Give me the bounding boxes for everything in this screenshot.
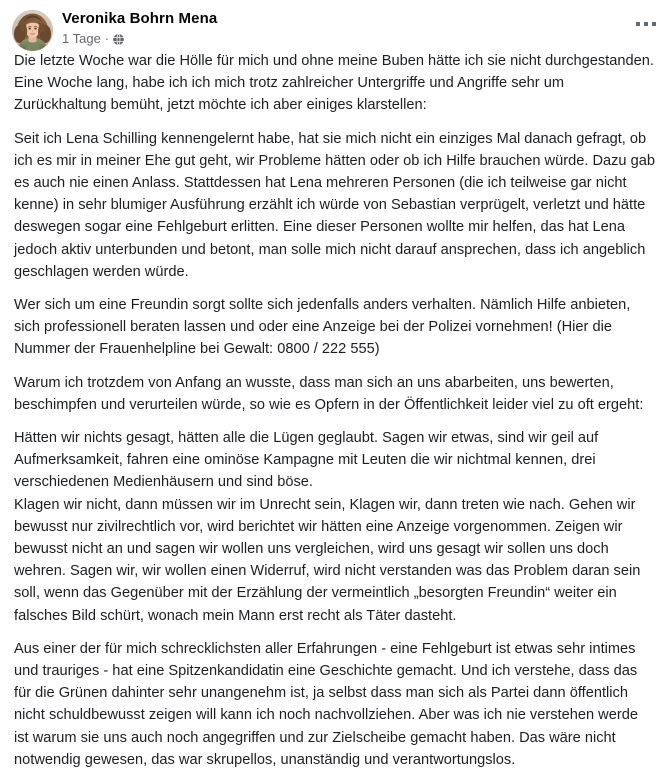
post-paragraph: Aus einer der für mich schrecklichsten aller Erfahrungen - eine Fehlgeburt ist etwas sehr intimes und trauriges - hat eine Spitzenkandidatin eine Geschichte gemacht. Und ich verstehe, dass das für die Grünen dahinter sehr unangenehm ist, ja selbst dass man sich als Partei dann öffentlich nicht schuldbewusst zeigen will kann ich noch nachvollziehen. Aber was ich nie verstehen werde ist warum sie uns auch noch angegriffen und zur Zielscheibe gemacht haben. Das wäre nicht notwendig gewesen, das war skrupellos, unanständig und verantwortungslos. bbox=[14, 640, 643, 768]
post-header bbox=[0, 0, 670, 50]
post-paragraph: Wer sich um eine Freundin sorgt sollte sich jedenfalls anders verhalten. Nämlich Hilfe anbieten, sich professionell beraten lassen und oder eine Anzeige bei der Polizei vornehmen! (Hier die Nummer der Frauenhelpline bei Gewalt: 0800 / 222 555) bbox=[14, 297, 635, 358]
post-paragraph: Hätten wir nichts gesagt, hätten alle die Lügen geglaubt. Sagen wir etwas, sind wir geil auf Aufmerksamkeit, fahren eine ominöse Kampagne mit Leuten die wir nichtmal kennen, drei verschiedenen Medienhäusern und sind böse. bbox=[14, 430, 602, 491]
author-name[interactable]: Veronika Bohrn Mena bbox=[62, 10, 218, 27]
post-header-text bbox=[62, 9, 217, 47]
post-paragraph: Die letzte Woche war die Hölle für mich und ohne meine Buben hätte ich sie nicht durchgestanden. Eine Woche lang, habe ich ich mich trotz zahlreicher Untergriffe und Angriffe sehr um Zurückhaltung bemüht, jetzt möchte ich aber einiges klarstellen: bbox=[14, 53, 659, 114]
post-paragraph: Seit ich Lena Schilling kennengelernt habe, hat sie mich nicht ein einziges Mal danach gefragt, ob ich es mir in meiner Ehe gut geht, wir Probleme hätten oder ob ich Hilfe brauchen würde. Dazu gab es auch nie einen Anlass. Stattdessen hat Lena mehreren Personen (die ich teilweise gar nicht kenne) in sehr blumiger Ausführung erzählt ich würde von Sebastian verprügelt, verletzt und hätte deswegen sogar eine Fehlgeburt erlitten. Eine dieser Personen wollte mir helfen, das hat Lena jedoch aktiv unterbunden und betont, man solle mich nicht darauf ansprechen, dass ich angeblich geschlagen werden würde. bbox=[14, 130, 660, 280]
post-meta bbox=[62, 30, 217, 47]
three-dots-icon-dot-1 bbox=[636, 22, 640, 26]
three-dots-icon-dot-2 bbox=[644, 22, 648, 26]
post-options-menu-button[interactable] bbox=[624, 15, 656, 33]
three-dots-icon-dot-3 bbox=[652, 22, 656, 26]
post-timestamp[interactable]: 1 Tage bbox=[62, 31, 101, 46]
post-paragraph: Klagen wir nicht, dann müssen wir im Unrecht sein, Klagen wir, dann treten wie nach. Gehen wir bewusst nur zivilrechtlich vor, wird berichtet wir hätten eine Anzeige vorgenommen. Zeigen wir bewusst nicht an und sagen wir wollen uns vergleichen, wird uns gesagt wir sollen uns doch wehren. Sagen wir, wir wollen einen Widerruf, wird nicht verstanden was das Problem daran sein soll, wenn das Gegenüber mit der Erzählung der vermeintlich „besorgten Freundin“ weiter ein falsches Bild schürt, wonach mein Mann erst recht als Täter dasteht. bbox=[14, 496, 645, 624]
post-body bbox=[0, 50, 670, 771]
avatar[interactable] bbox=[12, 10, 53, 51]
meta-separator: · bbox=[104, 31, 110, 46]
globe-icon[interactable] bbox=[112, 33, 125, 46]
post-paragraph: Warum ich trotzdem von Anfang an wusste, dass man sich an uns abarbeiten, uns bewerten, beschimpfen und verurteilen würde, so wie es Opfern in der Öffentlichkeit leider viel zu oft ergeht: bbox=[14, 374, 644, 413]
